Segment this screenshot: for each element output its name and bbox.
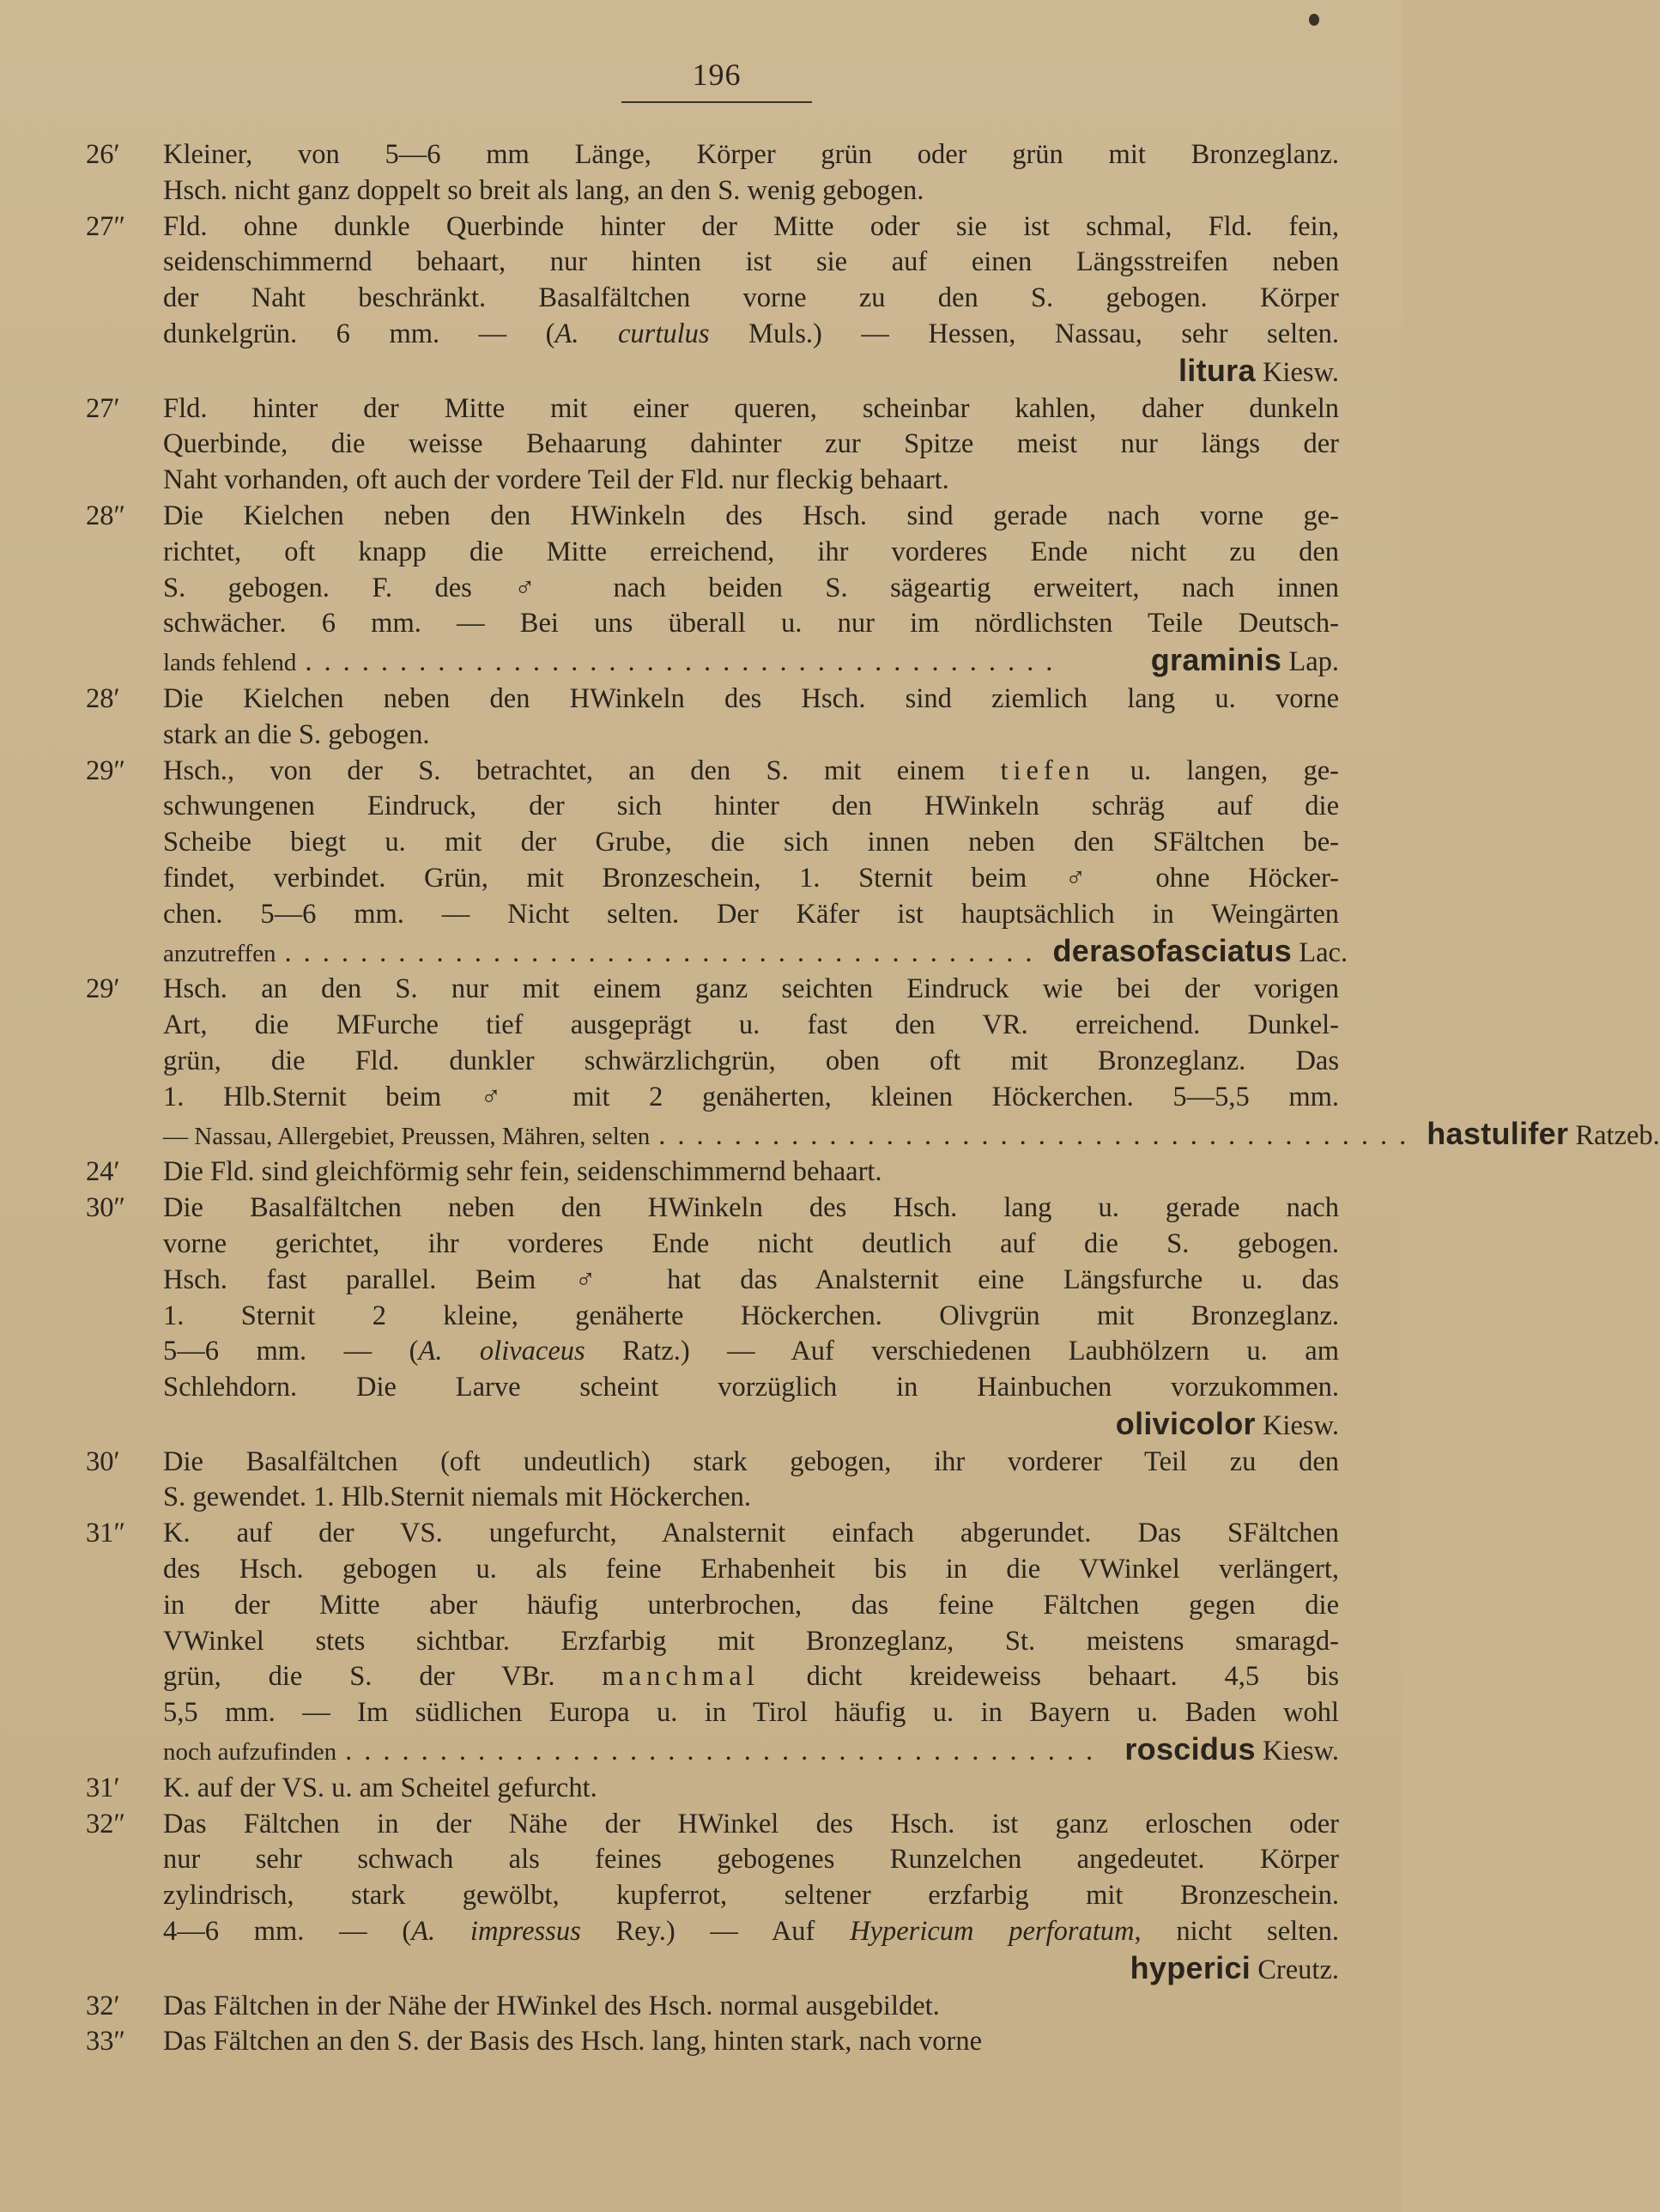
text-line: Hsch. an den S. nur mit einem ganz seichten Eindruck wie bei der vorigen (163, 973, 1339, 1005)
leader-text: anzutreffen (163, 939, 276, 967)
leader-text: — Nassau, Allergebiet, Preussen, Mähren, selten (163, 1122, 651, 1150)
text-line: S. gewendet. 1. Hlb.Sternit niemals mit Höckerchen. (163, 1482, 752, 1513)
ink-speck (1309, 14, 1319, 26)
text-line: Das Fältchen an den S. der Basis des Hsch. lang, hinten stark, nach vorne (163, 2026, 983, 2057)
italic-name: A. curtulus (554, 318, 710, 349)
key-entry (86, 972, 1660, 1154)
species-name: olivicolor (1115, 1405, 1256, 1441)
couplet-number: 30″ (86, 1192, 126, 1224)
dot-leader: ........................................ (658, 1119, 1419, 1151)
text-line: Das Fältchen in der Nähe der HWinkel des Hsch. ist ganz erloschen oder (163, 1808, 1339, 1839)
page-number-rule (621, 101, 812, 103)
dot-leader: ........................................ (345, 1736, 1106, 1767)
key-entry (86, 391, 1339, 499)
species-leader-line (163, 1731, 1339, 1771)
text-line: 4—6 mm. — (A. impressus Rey.) — Auf Hypericum perforatum, nicht selten. (163, 1916, 1339, 1948)
text-line: schwungenen Eindruck, der sich hinter den HWinkeln schräg auf die (163, 791, 1339, 822)
species-author: Creutz. (1251, 1954, 1339, 1985)
text-line: Die Kielchen neben den HWinkeln des Hsch. sind ziemlich lang u. vorne (163, 682, 1339, 714)
dot-leader: ........................................ (284, 936, 1045, 968)
species-author: Lap. (1281, 646, 1339, 678)
text-line: Das Fältchen in der Nähe der HWinkel des Hsch. normal ausgebildet. (163, 1990, 940, 2021)
text-line: Die Fld. sind gleichförmig sehr fein, seidenschimmernd behaart. (163, 1156, 882, 1188)
species-line (163, 1406, 1339, 1445)
italic-name: Hypericum perforatum (850, 1916, 1135, 1948)
couplet-number: 26′ (86, 139, 120, 170)
species-name: roscidus (1124, 1731, 1256, 1767)
text-line: findet, verbindet. Grün, mit Bronzeschein, 1. Sternit beim ♂ ohne Höcker- (163, 862, 1339, 894)
key-entry (86, 1516, 1339, 1771)
leader-text: noch aufzufinden (163, 1738, 337, 1767)
species-name: litura (1178, 352, 1256, 388)
key-entry (86, 682, 1339, 754)
couplet-number: 27′ (86, 392, 120, 424)
species-name: hyperici (1130, 1949, 1251, 1985)
species-author: Kiesw. (1255, 1736, 1339, 1767)
text-line: Hsch. fast parallel. Beim ♂ hat das Analsternit eine Längsfurche u. das (163, 1264, 1339, 1295)
text-line: vorne gerichtet, ihr vorderes Ende nicht deutlich auf die S. gebogen. (163, 1227, 1339, 1259)
species-name: derasofasciatus (1052, 932, 1293, 968)
key-entry (86, 137, 1339, 209)
leader-text: lands fehlend (163, 649, 297, 677)
text-line: chen. 5—6 mm. — Nicht selten. Der Käfer ist hauptsächlich in Weingärten (163, 898, 1339, 930)
couplet-number: 29′ (86, 973, 120, 1005)
couplet-number: 24′ (86, 1156, 120, 1188)
text-line: Hsch. nicht ganz doppelt so breit als lang, an den S. wenig gebogen. (163, 174, 924, 206)
couplet-number: 32″ (86, 1808, 126, 1839)
species-author: Kiesw. (1255, 1409, 1339, 1441)
text-line: grün, die Fld. dunkler schwärzlichgrün, oben oft mit Bronzeglanz. Das (163, 1045, 1339, 1076)
couplet-number: 29″ (86, 755, 126, 786)
text-line: Fld. hinter der Mitte mit einer queren, scheinbar kahlen, daher dunkeln (163, 392, 1339, 424)
spaced-word: tiefen (1000, 755, 1095, 786)
text-line: Scheibe biegt u. mit der Grube, die sich innen neben den SFältchen be- (163, 827, 1339, 858)
text-line: stark an die S. gebogen. (163, 718, 430, 750)
couplet-number: 28′ (86, 682, 120, 714)
text-line: Kleiner, von 5—6 mm Länge, Körper grün oder grün mit Bronzeglanz. (163, 139, 1339, 170)
text-line: 5,5 mm. — Im südlichen Europa u. in Tirol häufig u. in Bayern u. Baden wohl (163, 1697, 1339, 1729)
species-name: hastulifer (1427, 1115, 1569, 1151)
species-line (163, 1950, 1339, 1989)
key-entry (86, 1445, 1339, 1517)
key-entry (86, 209, 1339, 391)
text-line: Schlehdorn. Die Larve scheint vorzüglich in Hainbuchen vorzukommen. (163, 1372, 1339, 1403)
key-entry (86, 1807, 1339, 1989)
species-author: Lac. (1292, 936, 1348, 968)
key-entry (86, 754, 1348, 973)
text-line: K. auf der VS. u. am Scheitel gefurcht. (163, 1772, 597, 1803)
text-line: K. auf der VS. ungefurcht, Analsternit einfach abgerundet. Das SFältchen (163, 1518, 1339, 1549)
italic-name: A. impressus (411, 1916, 581, 1948)
species-leader-line (163, 932, 1348, 973)
species-line (163, 353, 1339, 391)
spaced-word: manchmal (602, 1661, 760, 1693)
text-line: S. gebogen. F. des ♂ nach beiden S. sägeartig erweitert, nach innen (163, 572, 1339, 603)
page-number: 196 (692, 58, 742, 92)
couplet-number: 31″ (86, 1518, 126, 1549)
italic-name: A. olivaceus (418, 1336, 585, 1367)
text-line: grün, die S. der VBr. manchmal dicht kreideweiss behaart. 4,5 bis (163, 1661, 1339, 1693)
key-entry (86, 1771, 1339, 1807)
text-line: Die Kielchen neben den HWinkeln des Hsch. sind gerade nach vorne ge- (163, 500, 1339, 531)
text-line: 1. Sternit 2 kleine, genäherte Höckerchen. Olivgrün mit Bronzeglanz. (163, 1300, 1339, 1331)
key-entry (86, 499, 1339, 682)
key-entry (86, 2024, 1339, 2060)
text-line: in der Mitte aber häufig unterbrochen, das feine Fältchen gegen die (163, 1589, 1339, 1621)
text-line: VWinkel stets sichtbar. Erzfarbig mit Bronzeglanz, St. meistens smaragd- (163, 1625, 1339, 1657)
text-line: Fld. ohne dunkle Querbinde hinter der Mitte oder sie ist schmal, Fld. fein, (163, 210, 1339, 242)
text-line: Die Basalfältchen neben den HWinkeln des Hsch. lang u. gerade nach (163, 1192, 1339, 1224)
species-leader-line (163, 642, 1339, 682)
text-line: des Hsch. gebogen u. als feine Erhabenheit bis in die VWinkel verlängert, (163, 1554, 1339, 1585)
text-line: dunkelgrün. 6 mm. — (A. curtulus Muls.) — Hessen, Nassau, sehr selten. (163, 318, 1339, 349)
species-author: Ratzeb. (1568, 1119, 1660, 1151)
key-entry (86, 1989, 1339, 2025)
couplet-number: 32′ (86, 1990, 120, 2021)
dot-leader: ........................................ (305, 646, 1065, 678)
couplet-number: 30′ (86, 1445, 120, 1477)
text-line: Naht vorhanden, oft auch der vordere Teil der Fld. nur fleckig behaart. (163, 464, 949, 496)
key-entry (86, 1154, 1339, 1191)
key-entries (86, 137, 1660, 2060)
text-line: der Naht beschränkt. Basalfältchen vorne zu den S. gebogen. Körper (163, 282, 1339, 314)
text-line: 5—6 mm. — (A. olivaceus Ratz.) — Auf verschiedenen Laubhölzern u. am (163, 1336, 1339, 1367)
couplet-number: 28″ (86, 500, 126, 531)
text-line: richtet, oft knapp die Mitte erreichend, ihr vorderes Ende nicht zu den (163, 536, 1339, 567)
text-line: Art, die MFurche tief ausgeprägt u. fast den VR. erreichend. Dunkel- (163, 1009, 1339, 1041)
text-line: Hsch., von der S. betrachtet, an den S. mit einem tiefen u. langen, ge- (163, 755, 1339, 786)
text-line: zylindrisch, stark gewölbt, kupferrot, seltener erzfarbig mit Bronzeschein. (163, 1880, 1339, 1912)
species-leader-line (163, 1115, 1660, 1155)
text-line: seidenschimmernd behaart, nur hinten ist sie auf einen Längsstreifen neben (163, 246, 1339, 278)
couplet-number: 27″ (86, 210, 126, 242)
species-author: Kiesw. (1255, 356, 1339, 388)
text-line: 1. Hlb.Sternit beim ♂ mit 2 genäherten, kleinen Höckerchen. 5—5,5 mm. (163, 1081, 1339, 1112)
couplet-number: 33″ (86, 2026, 126, 2057)
text-line: Die Basalfältchen (oft undeutlich) stark gebogen, ihr vorderer Teil zu den (163, 1445, 1339, 1477)
couplet-number: 31′ (86, 1772, 120, 1803)
species-name: graminis (1150, 642, 1282, 678)
text-line: schwächer. 6 mm. — Bei uns überall u. nur im nördlichsten Teile Deutsch- (163, 608, 1339, 639)
text-line: Querbinde, die weisse Behaarung dahinter zur Spitze meist nur längs der (163, 428, 1339, 460)
text-line: nur sehr schwach als feines gebogenes Runzelchen angedeutet. Körper (163, 1844, 1339, 1876)
key-entry (86, 1191, 1339, 1445)
